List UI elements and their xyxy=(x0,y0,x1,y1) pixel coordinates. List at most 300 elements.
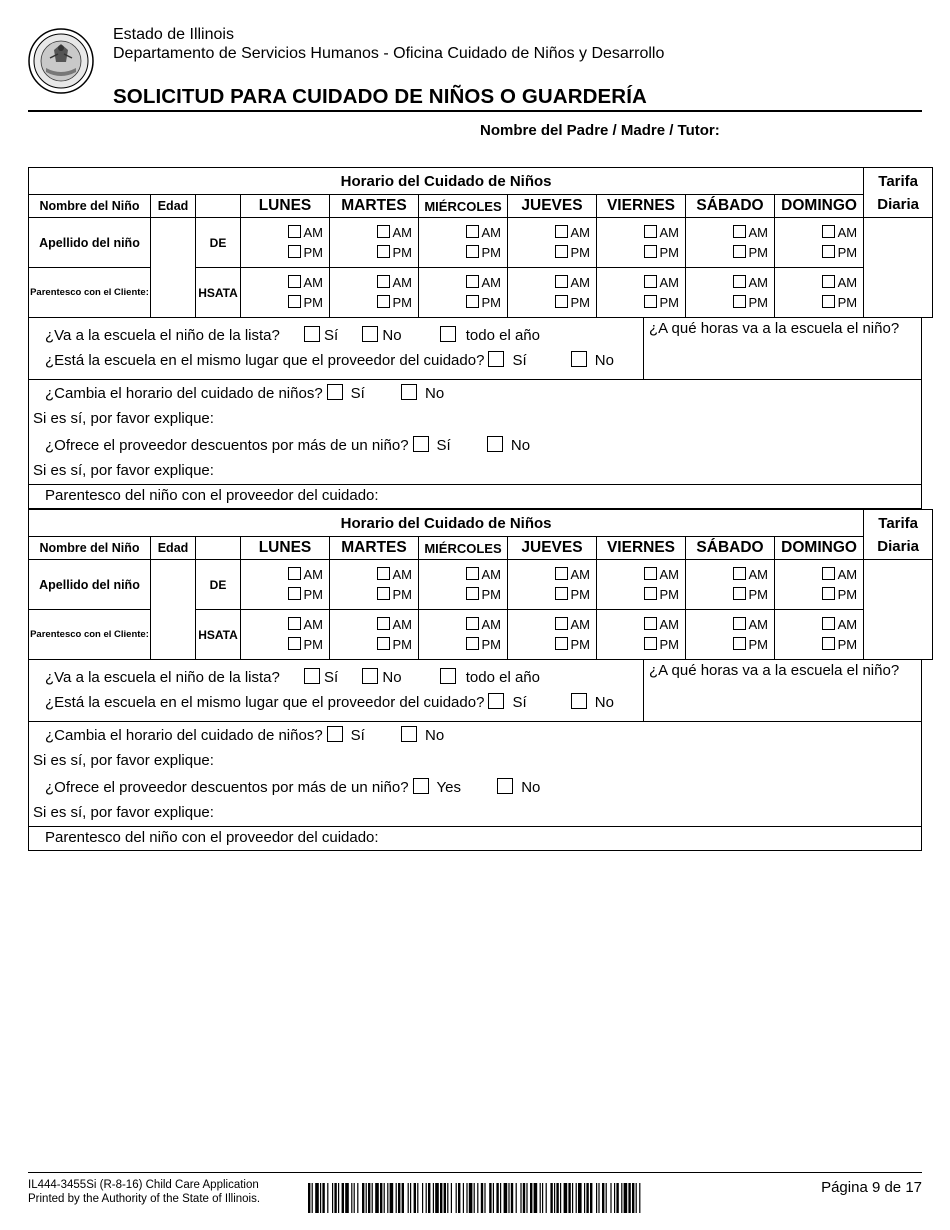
am-label: AM xyxy=(392,566,412,582)
barcode-bar xyxy=(398,1183,400,1213)
explain-field[interactable]: Si es sí, por favor explique: xyxy=(33,804,214,821)
barcode-bar xyxy=(489,1183,491,1213)
am-checkbox[interactable] xyxy=(288,275,301,288)
provider-relationship-field[interactable]: Parentesco del niño con el proveedor del cuidado: xyxy=(45,829,379,846)
pm-checkbox[interactable] xyxy=(466,587,479,600)
change-no-checkbox[interactable] xyxy=(401,726,417,742)
same-place-yes-checkbox[interactable] xyxy=(488,351,504,367)
discount-question: ¿Ofrece el proveedor descuentos por más de un niño? xyxy=(45,779,409,796)
barcode-bar xyxy=(458,1183,460,1213)
pm-label: PM xyxy=(303,294,323,310)
time-cell xyxy=(775,218,864,268)
pm-label: PM xyxy=(392,244,412,260)
am-checkbox[interactable] xyxy=(288,225,301,238)
pm-label: PM xyxy=(392,636,412,652)
barcode-bar xyxy=(628,1183,630,1213)
pm-label: PM xyxy=(748,586,768,602)
barcode-bar xyxy=(534,1183,538,1213)
barcode-bar xyxy=(315,1183,319,1213)
pm-checkbox[interactable] xyxy=(822,637,835,650)
form-id: IL444-3455Si (R-8-16) Child Care Application xyxy=(28,1179,259,1191)
schedule-table xyxy=(28,167,933,318)
pm-checkbox[interactable] xyxy=(644,637,657,650)
no-label: No xyxy=(425,727,445,744)
school-all-year-checkbox[interactable] xyxy=(440,668,456,684)
pm-checkbox[interactable] xyxy=(377,587,390,600)
time-cell xyxy=(419,610,508,660)
time-cell xyxy=(775,268,864,318)
barcode-bar xyxy=(332,1183,333,1213)
am-checkbox[interactable] xyxy=(644,225,657,238)
barcode-bar xyxy=(422,1183,423,1213)
daily-rate-header xyxy=(864,510,933,560)
school-yes-checkbox[interactable] xyxy=(304,668,320,684)
provider-relationship-row xyxy=(28,827,922,851)
barcode-bar xyxy=(433,1183,434,1213)
am-checkbox[interactable] xyxy=(644,567,657,580)
pm-label: PM xyxy=(570,636,590,652)
pm-checkbox[interactable] xyxy=(644,587,657,600)
barcode-icon xyxy=(308,1183,643,1213)
pm-checkbox[interactable] xyxy=(733,295,746,308)
to-label: HSATA xyxy=(196,268,241,318)
pm-checkbox[interactable] xyxy=(377,245,390,258)
pm-checkbox[interactable] xyxy=(822,587,835,600)
am-label: AM xyxy=(837,616,858,632)
provider-relationship-field[interactable]: Parentesco del niño con el proveedor del cuidado: xyxy=(45,487,379,504)
barcode-bar xyxy=(466,1183,467,1213)
barcode-bar xyxy=(621,1183,622,1213)
diaria-label: Diaria xyxy=(877,537,919,555)
barcode-bar xyxy=(542,1183,543,1213)
schedule-questions xyxy=(28,380,922,485)
barcode-bar xyxy=(380,1183,382,1213)
child-name-header: Nombre del Niño xyxy=(29,537,151,560)
time-cell xyxy=(775,610,864,660)
day-header: DOMINGO xyxy=(775,195,864,218)
pm-label: PM xyxy=(481,636,501,652)
barcode-bar xyxy=(493,1183,494,1213)
schedule-change-question: ¿Cambia el horario del cuidado de niños? xyxy=(45,727,323,744)
am-label: AM xyxy=(303,566,323,582)
am-label: AM xyxy=(748,224,768,240)
all-year-label: todo el año xyxy=(465,327,540,344)
discount-no-checkbox[interactable] xyxy=(487,436,503,452)
barcode-bar xyxy=(410,1183,411,1213)
time-cell xyxy=(241,610,330,660)
schedule-questions xyxy=(28,722,922,827)
am-checkbox[interactable] xyxy=(377,567,390,580)
parent-name-label: Nombre del Padre / Madre / Tutor: xyxy=(480,122,720,139)
time-cell xyxy=(508,610,597,660)
client-relationship-field[interactable]: Parentesco con el Cliente: xyxy=(29,268,151,318)
barcode-bar xyxy=(554,1183,555,1213)
school-all-year-checkbox[interactable] xyxy=(440,326,456,342)
all-year-label: todo el año xyxy=(465,669,540,686)
child-lastname-field[interactable]: Apellido del niño xyxy=(29,218,151,268)
barcode-bar xyxy=(372,1183,373,1213)
same-place-yes-checkbox[interactable] xyxy=(488,693,504,709)
schedule-change-question: ¿Cambia el horario del cuidado de niños? xyxy=(45,385,323,402)
barcode-bar xyxy=(396,1183,397,1213)
day-header: MIÉRCOLES xyxy=(419,537,508,560)
time-cell xyxy=(686,218,775,268)
pm-checkbox[interactable] xyxy=(644,295,657,308)
time-cell xyxy=(597,268,686,318)
am-checkbox[interactable] xyxy=(733,225,746,238)
pm-checkbox[interactable] xyxy=(733,637,746,650)
am-label: AM xyxy=(481,274,501,290)
pm-label: PM xyxy=(481,586,501,602)
time-cell xyxy=(686,560,775,610)
barcode-bar xyxy=(530,1183,532,1213)
child-schedule-block xyxy=(28,509,922,851)
schedule-title: Horario del Cuidado de Niños xyxy=(29,510,864,537)
same-place-no-checkbox[interactable] xyxy=(571,351,587,367)
barcode-bar xyxy=(428,1183,430,1213)
pm-label: PM xyxy=(837,294,858,310)
no-label: No xyxy=(425,385,445,402)
barcode-bar xyxy=(351,1183,352,1213)
am-checkbox[interactable] xyxy=(466,567,479,580)
pm-checkbox[interactable] xyxy=(377,637,390,650)
header-divider xyxy=(28,110,922,112)
barcode-bar xyxy=(354,1183,355,1213)
time-cell xyxy=(419,268,508,318)
daily-rate-field[interactable] xyxy=(864,218,933,318)
time-cell xyxy=(330,560,419,610)
no-label: No xyxy=(521,779,541,796)
child-lastname-field[interactable]: Apellido del niño xyxy=(29,560,151,610)
pm-label: PM xyxy=(748,294,768,310)
am-checkbox[interactable] xyxy=(555,275,568,288)
change-yes-checkbox[interactable] xyxy=(327,384,343,400)
day-header: LUNES xyxy=(241,537,330,560)
barcode-bar xyxy=(334,1183,336,1213)
barcode-bar xyxy=(598,1183,599,1213)
time-cell xyxy=(330,268,419,318)
barcode-bar xyxy=(496,1183,498,1213)
am-checkbox[interactable] xyxy=(377,225,390,238)
barcode-bar xyxy=(520,1183,521,1213)
pm-checkbox[interactable] xyxy=(466,245,479,258)
barcode-bar xyxy=(484,1183,485,1213)
from-label: DE xyxy=(196,218,241,268)
day-header: JUEVES xyxy=(508,195,597,218)
barcode-bar xyxy=(474,1183,475,1213)
time-label-header xyxy=(196,195,241,218)
time-cell xyxy=(597,610,686,660)
barcode-bar xyxy=(636,1183,637,1213)
pm-label: PM xyxy=(392,294,412,310)
yes-label: Sí xyxy=(350,727,365,744)
same-place-question: ¿Está la escuela en el mismo lugar que el proveedor del cuidado? xyxy=(45,352,485,369)
school-question: ¿Va a la escuela el niño de la lista? xyxy=(45,669,280,686)
barcode-bar xyxy=(447,1183,448,1213)
pm-checkbox[interactable] xyxy=(288,637,301,650)
day-header: SÁBADO xyxy=(686,537,775,560)
change-yes-checkbox[interactable] xyxy=(327,726,343,742)
am-checkbox[interactable] xyxy=(377,617,390,630)
barcode-bar xyxy=(516,1183,517,1213)
am-label: AM xyxy=(570,274,590,290)
barcode-bar xyxy=(614,1183,615,1213)
day-header: MARTES xyxy=(330,195,419,218)
barcode-bar xyxy=(568,1183,570,1213)
barcode-bar xyxy=(481,1183,483,1213)
barcode-bar xyxy=(375,1183,379,1213)
school-questions xyxy=(28,660,922,722)
age-field[interactable] xyxy=(151,560,196,660)
barcode-bar xyxy=(511,1183,513,1213)
time-cell xyxy=(241,218,330,268)
time-cell xyxy=(330,218,419,268)
barcode-bar xyxy=(504,1183,508,1213)
explain-field[interactable]: Si es sí, por favor explique: xyxy=(33,752,214,769)
barcode-bar xyxy=(632,1183,634,1213)
am-checkbox[interactable] xyxy=(466,225,479,238)
barcode-bar xyxy=(368,1183,370,1213)
barcode-bar xyxy=(523,1183,525,1213)
barcode-bar xyxy=(540,1183,541,1213)
pm-checkbox[interactable] xyxy=(466,295,479,308)
barcode-bar xyxy=(610,1183,611,1213)
pm-label: PM xyxy=(748,636,768,652)
am-label: AM xyxy=(392,224,412,240)
am-checkbox[interactable] xyxy=(555,567,568,580)
pm-label: PM xyxy=(303,244,323,260)
yes-label: Sí xyxy=(324,327,339,344)
pm-label: PM xyxy=(570,244,590,260)
pm-label: PM xyxy=(392,586,412,602)
am-checkbox[interactable] xyxy=(644,275,657,288)
provider-relationship-row xyxy=(28,485,922,509)
yes-label: Sí xyxy=(324,669,339,686)
school-no-checkbox[interactable] xyxy=(362,326,378,342)
barcode-bar xyxy=(390,1183,394,1213)
age-header: Edad xyxy=(151,195,196,218)
am-label: AM xyxy=(748,616,768,632)
am-checkbox[interactable] xyxy=(822,275,835,288)
daily-rate-header xyxy=(864,168,933,218)
pm-label: PM xyxy=(659,294,679,310)
explain-field[interactable]: Si es sí, por favor explique: xyxy=(33,462,214,479)
barcode-bar xyxy=(616,1183,618,1213)
day-header: JUEVES xyxy=(508,537,597,560)
barcode-bar xyxy=(417,1183,418,1213)
pm-label: PM xyxy=(659,586,679,602)
am-label: AM xyxy=(303,224,323,240)
pm-checkbox[interactable] xyxy=(822,295,835,308)
time-cell xyxy=(419,560,508,610)
pm-label: PM xyxy=(837,636,858,652)
day-header: VIERNES xyxy=(597,537,686,560)
pm-checkbox[interactable] xyxy=(733,587,746,600)
barcode-bar xyxy=(456,1183,457,1213)
am-checkbox[interactable] xyxy=(466,617,479,630)
pm-checkbox[interactable] xyxy=(466,637,479,650)
pm-label: PM xyxy=(748,244,768,260)
pm-checkbox[interactable] xyxy=(288,295,301,308)
yes-label: Sí xyxy=(512,694,527,711)
barcode-bar xyxy=(312,1183,313,1213)
barcode-bar xyxy=(444,1183,446,1213)
time-cell xyxy=(597,560,686,610)
barcode-bar xyxy=(602,1183,604,1213)
am-label: AM xyxy=(481,566,501,582)
child-schedule-block xyxy=(28,167,922,509)
pm-checkbox[interactable] xyxy=(288,245,301,258)
time-cell xyxy=(597,218,686,268)
time-cell xyxy=(775,560,864,610)
am-label: AM xyxy=(748,566,768,582)
pm-label: PM xyxy=(570,294,590,310)
pm-label: PM xyxy=(659,244,679,260)
am-checkbox[interactable] xyxy=(377,275,390,288)
time-cell xyxy=(508,218,597,268)
time-cell xyxy=(508,560,597,610)
pm-checkbox[interactable] xyxy=(555,295,568,308)
barcode-bar xyxy=(362,1183,364,1213)
time-label-header xyxy=(196,537,241,560)
no-label: No xyxy=(382,669,402,686)
discount-yes-checkbox[interactable] xyxy=(413,778,429,794)
client-relationship-field[interactable]: Parentesco con el Cliente: xyxy=(29,610,151,660)
am-checkbox[interactable] xyxy=(733,617,746,630)
barcode-bar xyxy=(387,1183,388,1213)
explain-field[interactable]: Si es sí, por favor explique: xyxy=(33,410,214,427)
am-checkbox[interactable] xyxy=(733,567,746,580)
barcode-bar xyxy=(357,1183,358,1213)
barcode-bar xyxy=(338,1183,339,1213)
day-header: DOMINGO xyxy=(775,537,864,560)
daily-rate-field[interactable] xyxy=(864,560,933,660)
child-name-header: Nombre del Niño xyxy=(29,195,151,218)
am-checkbox[interactable] xyxy=(288,567,301,580)
state-name: Estado de Illinois xyxy=(113,26,234,43)
department-name: Departamento de Servicios Humanos - Oficina Cuidado de Niños y Desarrollo xyxy=(113,45,665,62)
am-checkbox[interactable] xyxy=(822,617,835,630)
barcode-bar xyxy=(584,1183,585,1213)
age-field[interactable] xyxy=(151,218,196,318)
yes-label: Yes xyxy=(436,779,462,796)
schedule-table xyxy=(28,509,933,660)
change-no-checkbox[interactable] xyxy=(401,384,417,400)
am-label: AM xyxy=(303,616,323,632)
no-label: No xyxy=(594,352,614,369)
school-time-question: ¿A qué horas va a la escuela el niño? xyxy=(649,320,900,337)
yes-label: Sí xyxy=(436,437,451,454)
am-checkbox[interactable] xyxy=(644,617,657,630)
time-cell xyxy=(686,610,775,660)
am-label: AM xyxy=(837,224,858,240)
from-label: DE xyxy=(196,560,241,610)
school-no-checkbox[interactable] xyxy=(362,668,378,684)
day-header: MIÉRCOLES xyxy=(419,195,508,218)
barcode-bar xyxy=(320,1183,321,1213)
pm-checkbox[interactable] xyxy=(644,245,657,258)
am-label: AM xyxy=(570,224,590,240)
am-checkbox[interactable] xyxy=(555,617,568,630)
time-cell xyxy=(508,268,597,318)
barcode-bar xyxy=(322,1183,324,1213)
school-time-question: ¿A qué horas va a la escuela el niño? xyxy=(649,662,900,679)
no-label: No xyxy=(594,694,614,711)
pm-checkbox[interactable] xyxy=(555,587,568,600)
am-checkbox[interactable] xyxy=(822,567,835,580)
pm-checkbox[interactable] xyxy=(377,295,390,308)
barcode-bar xyxy=(477,1183,478,1213)
barcode-bar xyxy=(564,1183,568,1213)
school-yes-checkbox[interactable] xyxy=(304,326,320,342)
discount-no-checkbox[interactable] xyxy=(497,778,513,794)
am-checkbox[interactable] xyxy=(288,617,301,630)
barcode-bar xyxy=(342,1183,344,1213)
pm-checkbox[interactable] xyxy=(288,587,301,600)
am-label: AM xyxy=(481,616,501,632)
same-place-no-checkbox[interactable] xyxy=(571,693,587,709)
pm-checkbox[interactable] xyxy=(555,245,568,258)
barcode-bar xyxy=(560,1183,561,1213)
discount-yes-checkbox[interactable] xyxy=(413,436,429,452)
page-number: Página 9 de 17 xyxy=(821,1179,922,1196)
am-checkbox[interactable] xyxy=(555,225,568,238)
am-label: AM xyxy=(481,224,501,240)
barcode-bar xyxy=(572,1183,573,1213)
am-checkbox[interactable] xyxy=(822,225,835,238)
barcode-bar xyxy=(414,1183,416,1213)
barcode-bar xyxy=(345,1183,349,1213)
barcode-bar xyxy=(408,1183,409,1213)
no-label: No xyxy=(510,437,531,454)
yes-label: Sí xyxy=(350,385,365,402)
barcode-bar xyxy=(500,1183,501,1213)
am-checkbox[interactable] xyxy=(733,275,746,288)
no-label: No xyxy=(382,327,402,344)
same-place-question: ¿Está la escuela en el mismo lugar que el proveedor del cuidado? xyxy=(45,694,485,711)
am-label: AM xyxy=(303,274,323,290)
am-label: AM xyxy=(659,274,679,290)
pm-label: PM xyxy=(837,586,858,602)
age-header: Edad xyxy=(151,537,196,560)
barcode-bar xyxy=(327,1183,328,1213)
page-title: SOLICITUD PARA CUIDADO DE NIÑOS O GUARDERÍA xyxy=(113,85,647,108)
pm-checkbox[interactable] xyxy=(822,245,835,258)
barcode-bar xyxy=(402,1183,404,1213)
pm-label: PM xyxy=(303,636,323,652)
yes-label: Sí xyxy=(512,352,527,369)
school-questions xyxy=(28,318,922,380)
school-question: ¿Va a la escuela el niño de la lista? xyxy=(45,327,280,344)
time-cell xyxy=(686,268,775,318)
pm-checkbox[interactable] xyxy=(555,637,568,650)
barcode-bar xyxy=(508,1183,509,1213)
am-label: AM xyxy=(837,274,858,290)
pm-label: PM xyxy=(659,636,679,652)
time-cell xyxy=(330,610,419,660)
am-label: AM xyxy=(659,224,679,240)
schedule-title: Horario del Cuidado de Niños xyxy=(29,168,864,195)
barcode-bar xyxy=(469,1183,473,1213)
am-label: AM xyxy=(837,566,858,582)
am-checkbox[interactable] xyxy=(466,275,479,288)
barcode-bar xyxy=(426,1183,427,1213)
pm-checkbox[interactable] xyxy=(733,245,746,258)
barcode-bar xyxy=(526,1183,527,1213)
time-cell xyxy=(419,218,508,268)
time-cell xyxy=(241,268,330,318)
am-label: AM xyxy=(570,616,590,632)
